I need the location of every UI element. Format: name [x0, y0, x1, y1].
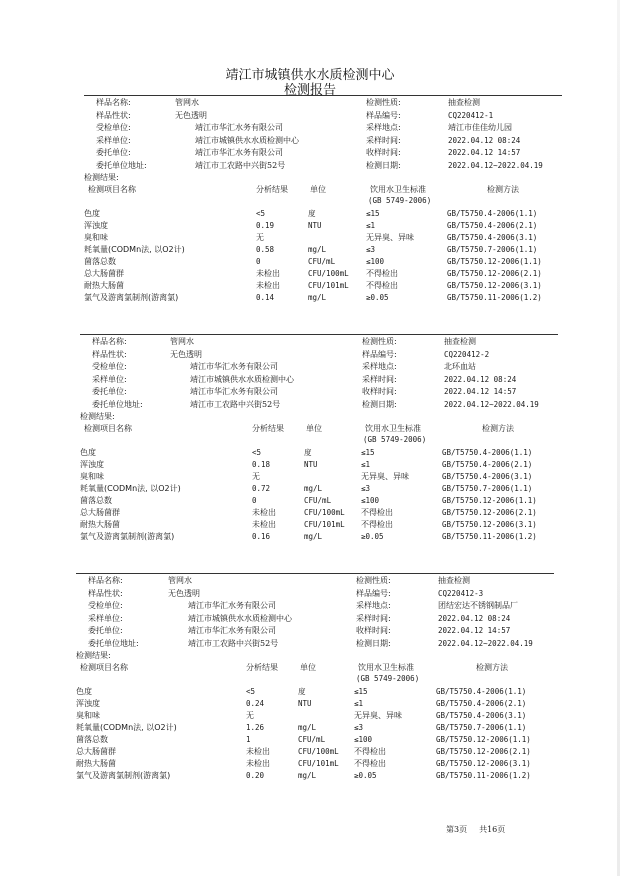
label-client: 受检单位: [92, 362, 127, 371]
page-number: 第3页 [446, 825, 468, 834]
sample-name-value: 管网水 [170, 337, 194, 346]
row-unit: CFU/100mL [308, 269, 349, 278]
header-rule [84, 95, 562, 96]
row-item: 菌落总数 [84, 257, 116, 266]
row-method: GB/T5750.12-2006(1.1) [436, 735, 531, 744]
org-title: 靖江市城镇供水水质检测中心 [225, 68, 395, 83]
row-method: GB/T5750.11-2006(1.2) [436, 771, 531, 780]
row-result: 未检出 [256, 269, 280, 278]
label-entrust: 委托单位: [88, 626, 123, 635]
row-item: 氯气及游离氯制剂(游离氯) [76, 771, 171, 780]
row-result: 无 [256, 233, 264, 242]
row-method: GB/T5750.11-2006(1.2) [442, 532, 537, 541]
row-std: 不得检出 [366, 269, 398, 278]
label-sampler: 采样单位: [96, 135, 131, 145]
label-sample-time: 采样时间: [366, 135, 401, 145]
sample-nature-value: 无色透明 [175, 110, 207, 120]
row-method: GB/T5750.11-2006(1.2) [447, 293, 542, 302]
sample-no-value: CQ220412-2 [444, 349, 490, 359]
label-sample-name: 样品名称: [96, 98, 131, 107]
row-method: GB/T5750.4-2006(3.1) [442, 472, 533, 481]
row-std: ≥0.05 [354, 771, 377, 780]
receive-time-value: 2022.04.12 14:57 [438, 626, 511, 635]
col-item-header: 检测项目名称 [88, 185, 136, 194]
label-entrust-addr: 委托单位地址: [96, 160, 147, 170]
client-value: 靖江市华汇水务有限公司 [188, 601, 276, 610]
sample-name-value: 管网水 [168, 576, 192, 585]
row-std: ≤1 [361, 460, 371, 469]
row-item: 臭和味 [80, 472, 104, 481]
row-std: ≤100 [366, 257, 385, 266]
row-result: 0.16 [252, 532, 271, 541]
col-std-header: 饮用水卫生标准 [365, 424, 421, 433]
results-label: 检测结果: [80, 412, 115, 421]
row-method: GB/T5750.12-2006(3.1) [442, 520, 537, 529]
label-client: 受检单位: [88, 601, 123, 610]
row-std: ≤100 [354, 735, 373, 744]
row-result: 未检出 [252, 508, 276, 517]
row-item: 浑浊度 [84, 221, 108, 230]
col-method-header: 检测方法 [487, 185, 519, 194]
row-item: 菌落总数 [76, 735, 108, 744]
row-std: 无异臭、异味 [361, 472, 409, 481]
sample-nature-value: 无色透明 [170, 349, 202, 359]
row-result: 未检出 [256, 281, 280, 290]
label-site: 采样地点: [356, 601, 391, 610]
page-footer [446, 824, 505, 835]
row-method: GB/T5750.12-2006(1.1) [442, 496, 537, 505]
row-result: 0.58 [256, 245, 275, 254]
label-sample-nature: 样品性状: [88, 588, 123, 598]
row-method: GB/T5750.4-2006(2.1) [436, 699, 527, 708]
row-method: GB/T5750.12-2006(2.1) [442, 508, 537, 517]
section-divider [80, 334, 558, 335]
row-item: 总大肠菌群 [76, 747, 116, 756]
label-sample-nature: 样品性状: [92, 349, 127, 359]
test-nature-value: 抽查检测 [438, 576, 470, 585]
row-unit: CFU/mL [308, 257, 336, 266]
row-unit: mg/L [308, 293, 327, 302]
row-unit: NTU [308, 221, 322, 230]
site-value: 北环血站 [444, 362, 476, 371]
col-unit-header: 单位 [310, 185, 326, 194]
sample-time-value: 2022.04.12 08:24 [438, 613, 511, 623]
row-unit: 度 [304, 448, 312, 457]
col-unit-header: 单位 [300, 663, 316, 672]
report-title: 检测报告 [283, 83, 336, 98]
row-result: 0.18 [252, 460, 271, 469]
row-item: 臭和味 [76, 711, 100, 720]
label-entrust: 委托单位: [92, 387, 127, 396]
row-item: 耐热大肠菌 [84, 281, 124, 290]
entrust-value: 靖江市华汇水务有限公司 [188, 626, 276, 635]
label-site: 采样地点: [362, 362, 397, 371]
section-divider [76, 573, 554, 574]
label-sample-nature: 样品性状: [96, 110, 131, 120]
results-label: 检测结果: [84, 173, 119, 182]
label-receive-time: 收样时间: [366, 148, 401, 157]
row-std: ≤1 [366, 221, 376, 230]
row-method: GB/T5750.4-2006(3.1) [447, 233, 538, 242]
col-result-header: 分析结果 [252, 424, 284, 433]
row-unit: CFU/mL [298, 735, 326, 744]
row-unit: CFU/mL [304, 496, 332, 505]
row-item: 氯气及游离氯制剂(游离氯) [84, 293, 179, 302]
test-date-value: 2022.04.12~2022.04.19 [438, 638, 533, 648]
row-unit: mg/L [308, 245, 327, 254]
test-date-value: 2022.04.12~2022.04.19 [444, 399, 539, 409]
row-item: 耐热大肠菌 [80, 520, 120, 529]
row-item: 总大肠菌群 [84, 269, 124, 278]
entrust-value: 靖江市华汇水务有限公司 [190, 387, 278, 396]
entrust-addr-value: 靖江市工农路中兴街52号 [188, 638, 279, 648]
row-method: GB/T5750.12-2006(1.1) [447, 257, 542, 266]
label-test-nature: 检测性质: [366, 98, 401, 107]
row-std: ≤3 [354, 723, 364, 732]
col-std-header: 饮用水卫生标准 [370, 185, 426, 194]
row-item: 耗氧量(CODMn法, 以O2计) [80, 484, 181, 493]
row-item: 臭和味 [84, 233, 108, 242]
row-std: ≥0.05 [361, 532, 384, 541]
label-test-date: 检测日期: [366, 160, 401, 170]
test-date-value: 2022.04.12~2022.04.19 [448, 160, 543, 170]
row-std: ≤15 [361, 448, 375, 457]
client-value: 靖江市华汇水务有限公司 [195, 123, 283, 132]
row-std: 无异臭、异味 [354, 711, 402, 720]
row-method: GB/T5750.4-2006(1.1) [447, 209, 538, 218]
row-result: 未检出 [246, 747, 270, 756]
row-result: 无 [246, 711, 254, 720]
row-result: 无 [252, 472, 260, 481]
receive-time-value: 2022.04.12 14:57 [444, 387, 517, 396]
row-unit: NTU [304, 460, 318, 469]
row-result: 0.19 [256, 221, 275, 230]
col-std-sub-header: (GB 5749-2006) [368, 196, 432, 205]
row-result: 1 [246, 735, 251, 744]
row-std: ≤15 [354, 687, 368, 696]
label-sample-no: 样品编号: [356, 588, 391, 598]
row-unit: CFU/101mL [308, 281, 349, 290]
row-result: 未检出 [252, 520, 276, 529]
label-sample-name: 样品名称: [88, 576, 123, 585]
row-std: ≤100 [361, 496, 380, 505]
results-label: 检测结果: [76, 651, 111, 660]
row-result: 0.14 [256, 293, 275, 302]
row-std: ≤15 [366, 209, 380, 218]
test-nature-value: 抽查检测 [444, 337, 476, 346]
col-item-header: 检测项目名称 [80, 663, 128, 672]
label-test-nature: 检测性质: [356, 576, 391, 585]
col-result-header: 分析结果 [246, 663, 278, 672]
row-result: <5 [246, 687, 256, 696]
row-item: 耗氧量(CODMn法, 以O2计) [84, 245, 185, 254]
row-unit: 度 [308, 209, 316, 218]
row-unit: CFU/101mL [298, 759, 339, 768]
sampler-value: 靖江市城镇供水水质检测中心 [188, 613, 292, 623]
row-method: GB/T5750.4-2006(3.1) [436, 711, 527, 720]
row-unit: 度 [298, 687, 306, 696]
row-item: 色度 [76, 687, 92, 696]
row-item: 色度 [84, 209, 100, 218]
row-method: GB/T5750.12-2006(3.1) [447, 281, 542, 290]
label-receive-time: 收样时间: [362, 387, 397, 396]
col-std-header: 饮用水卫生标准 [358, 663, 414, 672]
sample-nature-value: 无色透明 [168, 588, 200, 598]
client-value: 靖江市华汇水务有限公司 [190, 362, 278, 371]
row-item: 菌落总数 [80, 496, 112, 505]
sample-no-value: CQ220412-1 [448, 110, 494, 120]
page-total: 共16页 [479, 825, 506, 834]
row-method: GB/T5750.12-2006(2.1) [436, 747, 531, 756]
row-method: GB/T5750.4-2006(1.1) [442, 448, 533, 457]
label-entrust: 委托单位: [96, 148, 131, 157]
row-std: ≥0.05 [366, 293, 389, 302]
row-std: 不得检出 [361, 508, 393, 517]
row-result: 0 [256, 257, 261, 266]
label-sampler: 采样单位: [92, 374, 127, 384]
row-unit: CFU/101mL [304, 520, 345, 529]
row-result: 0 [252, 496, 257, 505]
test-nature-value: 抽查检测 [448, 98, 480, 107]
label-site: 采样地点: [366, 123, 401, 132]
site-value: 靖江市佳佳幼儿园 [448, 123, 512, 132]
row-result: 0.20 [246, 771, 265, 780]
row-unit: mg/L [304, 532, 323, 541]
row-unit: CFU/100mL [298, 747, 339, 756]
label-sample-name: 样品名称: [92, 337, 127, 346]
label-sample-no: 样品编号: [366, 110, 401, 120]
row-method: GB/T5750.4-2006(2.1) [442, 460, 533, 469]
col-item-header: 检测项目名称 [84, 424, 132, 433]
label-sample-time: 采样时间: [362, 374, 397, 384]
sample-time-value: 2022.04.12 08:24 [444, 374, 517, 384]
sampler-value: 靖江市城镇供水水质检测中心 [195, 135, 299, 145]
row-item: 色度 [80, 448, 96, 457]
row-item: 总大肠菌群 [80, 508, 120, 517]
row-method: GB/T5750.4-2006(1.1) [436, 687, 527, 696]
sample-name-value: 管网水 [175, 98, 199, 107]
sampler-value: 靖江市城镇供水水质检测中心 [190, 374, 294, 384]
entrust-value: 靖江市华汇水务有限公司 [195, 148, 283, 157]
col-method-header: 检测方法 [482, 424, 514, 433]
label-sampler: 采样单位: [88, 613, 123, 623]
row-unit: CFU/100mL [304, 508, 345, 517]
row-unit: NTU [298, 699, 312, 708]
label-test-nature: 检测性质: [362, 337, 397, 346]
row-std: 不得检出 [366, 281, 398, 290]
row-std: 无异臭、异味 [366, 233, 414, 242]
row-item: 氯气及游离氯制剂(游离氯) [80, 532, 175, 541]
label-entrust-addr: 委托单位地址: [92, 399, 143, 409]
label-test-date: 检测日期: [362, 399, 397, 409]
sample-time-value: 2022.04.12 08:24 [448, 135, 521, 145]
sample-no-value: CQ220412-3 [438, 588, 484, 598]
label-test-date: 检测日期: [356, 638, 391, 648]
col-std-sub-header: (GB 5749-2006) [363, 435, 427, 444]
label-entrust-addr: 委托单位地址: [88, 638, 139, 648]
row-result: 0.24 [246, 699, 265, 708]
row-result: 1.26 [246, 723, 265, 732]
row-unit: mg/L [298, 723, 317, 732]
row-std: 不得检出 [361, 520, 393, 529]
row-result: <5 [256, 209, 266, 218]
site-value: 团结宏达不锈钢制品厂 [438, 601, 518, 610]
row-result: 0.72 [252, 484, 271, 493]
row-item: 浑浊度 [76, 699, 100, 708]
row-method: GB/T5750.7-2006(1.1) [436, 723, 527, 732]
label-client: 受检单位: [96, 123, 131, 132]
row-method: GB/T5750.12-2006(2.1) [447, 269, 542, 278]
row-method: GB/T5750.7-2006(1.1) [442, 484, 533, 493]
entrust-addr-value: 靖江市工农路中兴街52号 [190, 399, 281, 409]
row-method: GB/T5750.7-2006(1.1) [447, 245, 538, 254]
col-method-header: 检测方法 [476, 663, 508, 672]
label-sample-time: 采样时间: [356, 613, 391, 623]
row-std: ≤1 [354, 699, 364, 708]
row-method: GB/T5750.12-2006(3.1) [436, 759, 531, 768]
receive-time-value: 2022.04.12 14:57 [448, 148, 521, 157]
col-unit-header: 单位 [306, 424, 322, 433]
row-item: 浑浊度 [80, 460, 104, 469]
row-std: ≤3 [366, 245, 376, 254]
label-sample-no: 样品编号: [362, 349, 397, 359]
row-result: 未检出 [246, 759, 270, 768]
row-method: GB/T5750.4-2006(2.1) [447, 221, 538, 230]
col-result-header: 分析结果 [256, 185, 288, 194]
row-item: 耐热大肠菌 [76, 759, 116, 768]
row-std: ≤3 [361, 484, 371, 493]
row-std: 不得检出 [354, 759, 386, 768]
row-result: <5 [252, 448, 262, 457]
label-receive-time: 收样时间: [356, 626, 391, 635]
row-std: 不得检出 [354, 747, 386, 756]
row-unit: mg/L [298, 771, 317, 780]
row-item: 耗氧量(CODMn法, 以O2计) [76, 723, 177, 732]
row-unit: mg/L [304, 484, 323, 493]
entrust-addr-value: 靖江市工农路中兴街52号 [195, 160, 286, 170]
col-std-sub-header: (GB 5749-2006) [356, 674, 420, 683]
